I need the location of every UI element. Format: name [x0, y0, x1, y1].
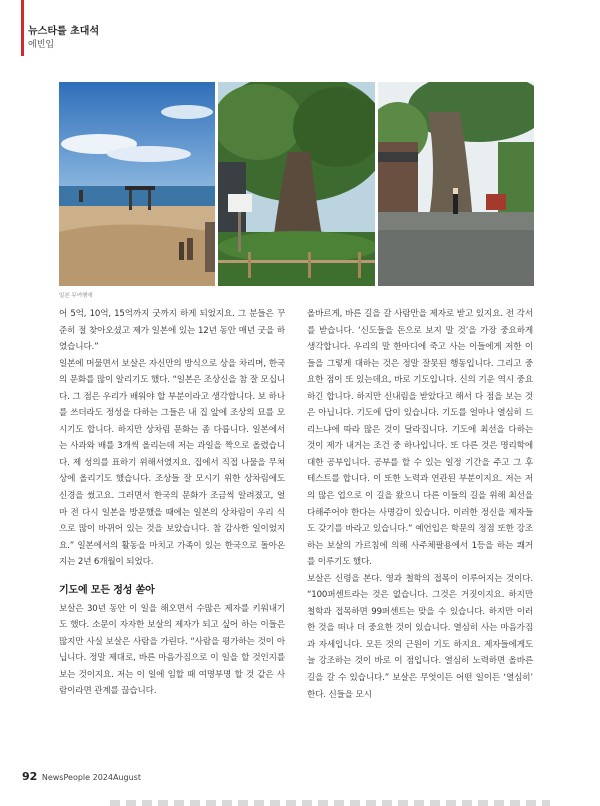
shrine-camphor-tree-photo — [378, 82, 534, 286]
body-paragraph: 어 5억, 10억, 15억까지 굿까지 하게 되었지요. 그 분들은 꾸준히 절 찾아오셨고 제가 일본에 있는 12년 동안 매년 굿을 하였습니다.” — [59, 309, 285, 353]
left-column — [59, 306, 285, 700]
sacred-tree-photo — [218, 82, 375, 286]
section-subtitle: 에빈입 — [28, 40, 55, 50]
body-paragraph: 올바르게, 바른 길을 갈 사람만을 제자로 받고 있지요. 전 각서를 받습니다. ‘신도들을 돈으로 보지 말 것’을 가장 중요하게 생각합니다. 우리의 말 한마디에 죽고 사는 이들에게 저한 이들을 그렇게 대하는 것은 정말 잘못된 행동입니다. 그리고 중요한 점이 또 있는데요, 바로 기도입니다. 신의 기운 역시 중요하긴 합니다. 하지만 신내림을 받았다고 해서 다 점을 보는 것은 아닙니다. 기도에 답이 있습니다. 기도를 얼마나 열심히 드리느냐에 따라 많은 것이 달라집니다. 기도에 최선을 다하는 것이 제가 내거는 조건 중 하나입니다. 또 다른 것은 명리학에 대한 공부입니다. 공부를 할 수 있는 일정 기간을 주고 그 후 테스트를 합니다. 이 또한 노력과 연관된 부분이지요. 저는 저의 많은 업으로 이 길을 왔으니 다른 이들의 길을 위해 최선을 다해주어야 한다는 사명감이 있습니다. 이러한 정신을 제자들도 갖기를 바라고 있습니다.” 예언입은 학문의 정점 또한 강조하는 보살의 가르침에 의해 사주체팔용에서 1등을 하는 쾌거를 이루기도 했다. — [307, 309, 533, 568]
body-paragraph: 일본에 머물면서 보살은 자신만의 방식으로 상을 차리며, 한국의 문화를 많이 알리기도 했다. “일본은 조상신을 참 잘 모십니다. 그 점은 우리가 배워야 할 부분이라고 생각합니다. 보 하나를 쓰더라도 정성을 다하는 그들은 내 집 앞에 조상의 묘를 모시기도 합니다. 하지만 상차림 문화는 좀 다릅니다. 일본에서는 사과와 배를 3개씩 올리는데 저는 과일을 짝으로 올렸습니다. 제 성의를 표하기 위해서였지요. 집에서 직접 나물을 무쳐 상에 올리기도 했습니다. 조상들 잘 모시기 위한 상차림에도 신경을 썼고요. 그러면서 한국의 문화가 조금씩 알려졌고, 얼마 전 다시 일본을 방문했을 때에는 일본의 상차림이 우리 식으로 많이 바뀌어 있는 것을 보았습니다. 참 감사한 일이었지요.” 일본에서의 활동을 마치고 가족이 있는 한국으로 돌아온 지는 2년 6개월이 되었다. — [59, 358, 285, 568]
page-footer — [22, 770, 141, 783]
right-column — [307, 306, 533, 703]
body-paragraph: 보살은 30년 동안 이 일을 해오면서 수많은 제자를 키워내기도 했다. 소문이 자자한 보살의 제자가 되고 싶어 하는 이들은 많지만 사실 보살은 사람을 가린다. “사람을 평가하는 것이 아닙니다. 정말 제대로, 바른 마음가짐으로 이 일을 할 것인지를 보는 것이지요. 저는 이 일에 임할 때 여명부명 할 것 같은 사람이라면 관계를 끊습니다. — [59, 603, 285, 697]
section-accent-bar — [21, 0, 24, 56]
section-heading: 기도에 모든 정성 쏟아 — [59, 584, 155, 596]
body-paragraph: 보살은 신령을 본다. 영과 철학의 접목이 이루어지는 것이다. “100퍼센트라는 것은 없습니다. 그것은 거짓이지요. 하지만 철학과 접목하면 99퍼센트는 맞을 수 있습니다. 하지만 이러한 것을 떠나 더 중요한 것이 있습니다. 열심히 사는 마음가짐과 자세입니다. 모든 것의 근원이 기도 하지요. 제자들에게도 늘 강조하는 것이 바로 이 점입니다. 열심히 노력하면 올바른 길을 갈 수 있습니다.” 보살은 무엇이든 어떤 일이든 ‘열심히’ 한다. 신들을 모시 — [307, 573, 533, 700]
photo-caption: 일본 무여행에 — [59, 293, 93, 299]
publication-name: NewsPeople 2024August — [41, 773, 141, 782]
next-page-bleed — [110, 800, 550, 806]
beach-torii-photo — [59, 82, 215, 286]
section-title: 뉴스타를 초대석 — [28, 26, 100, 37]
page-number: 92 — [22, 770, 38, 783]
